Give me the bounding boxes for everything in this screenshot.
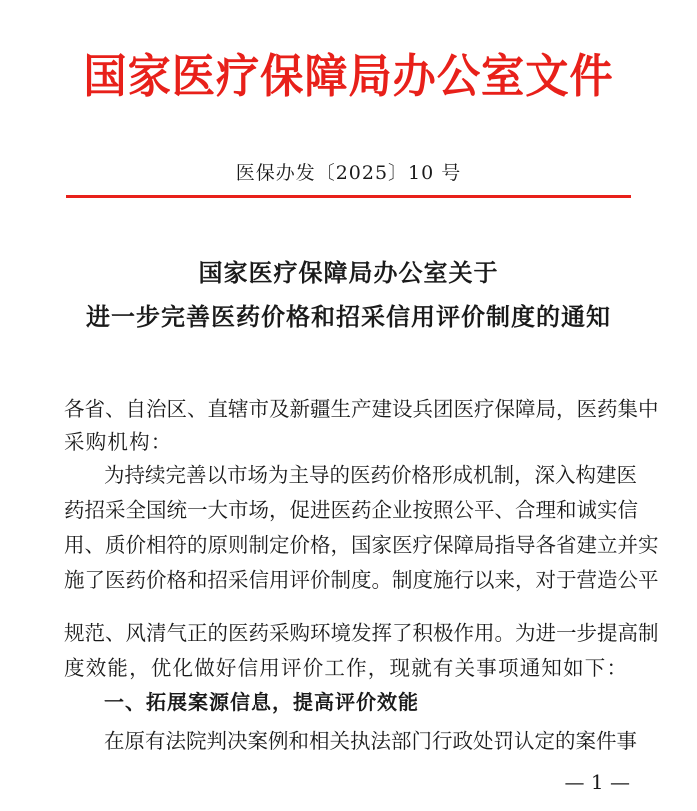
- section-1-line-1: 在原有法院判决案例和相关执法部门行政处罚认定的案件事: [104, 729, 637, 753]
- addressee-line-1: 各省、自治区、直辖市及新疆生产建设兵团医疗保障局，医药集中: [64, 397, 659, 421]
- red-separator-line: [66, 195, 631, 198]
- paragraph-1-line-2: 药招采全国统一大市场，促进医药企业按照公平、合理和诚实信: [64, 498, 638, 522]
- document-header-title: 国家医疗保障局办公室文件: [83, 49, 614, 103]
- document-number: 医保办发〔2025〕10 号: [235, 162, 462, 184]
- paragraph-1-line-6: 度效能，优化做好信用评价工作，现就有关事项通知如下：: [64, 656, 629, 680]
- addressee-line-2: 采购机构：: [64, 430, 173, 454]
- page-number: — 1 —: [564, 770, 630, 794]
- notice-title-line-2: 进一步完善医药价格和招采信用评价制度的通知: [86, 303, 611, 331]
- paragraph-1-line-1: 为持续完善以市场为主导的医药价格形成机制，深入构建医: [104, 463, 637, 487]
- notice-title-line-1: 国家医疗保障局办公室关于: [198, 259, 499, 287]
- paragraph-1-line-5: 规范、风清气正的医药采购环境发挥了积极作用。为进一步提高制: [64, 621, 659, 645]
- paragraph-1-line-3: 用、质价相符的原则制定价格，国家医疗保障局指导各省建立并实: [64, 533, 659, 557]
- paragraph-1-line-4: 施了医药价格和招采信用评价制度。制度施行以来，对于营造公平: [64, 568, 659, 592]
- section-1-heading: 一、拓展案源信息，提高评价效能: [104, 690, 419, 714]
